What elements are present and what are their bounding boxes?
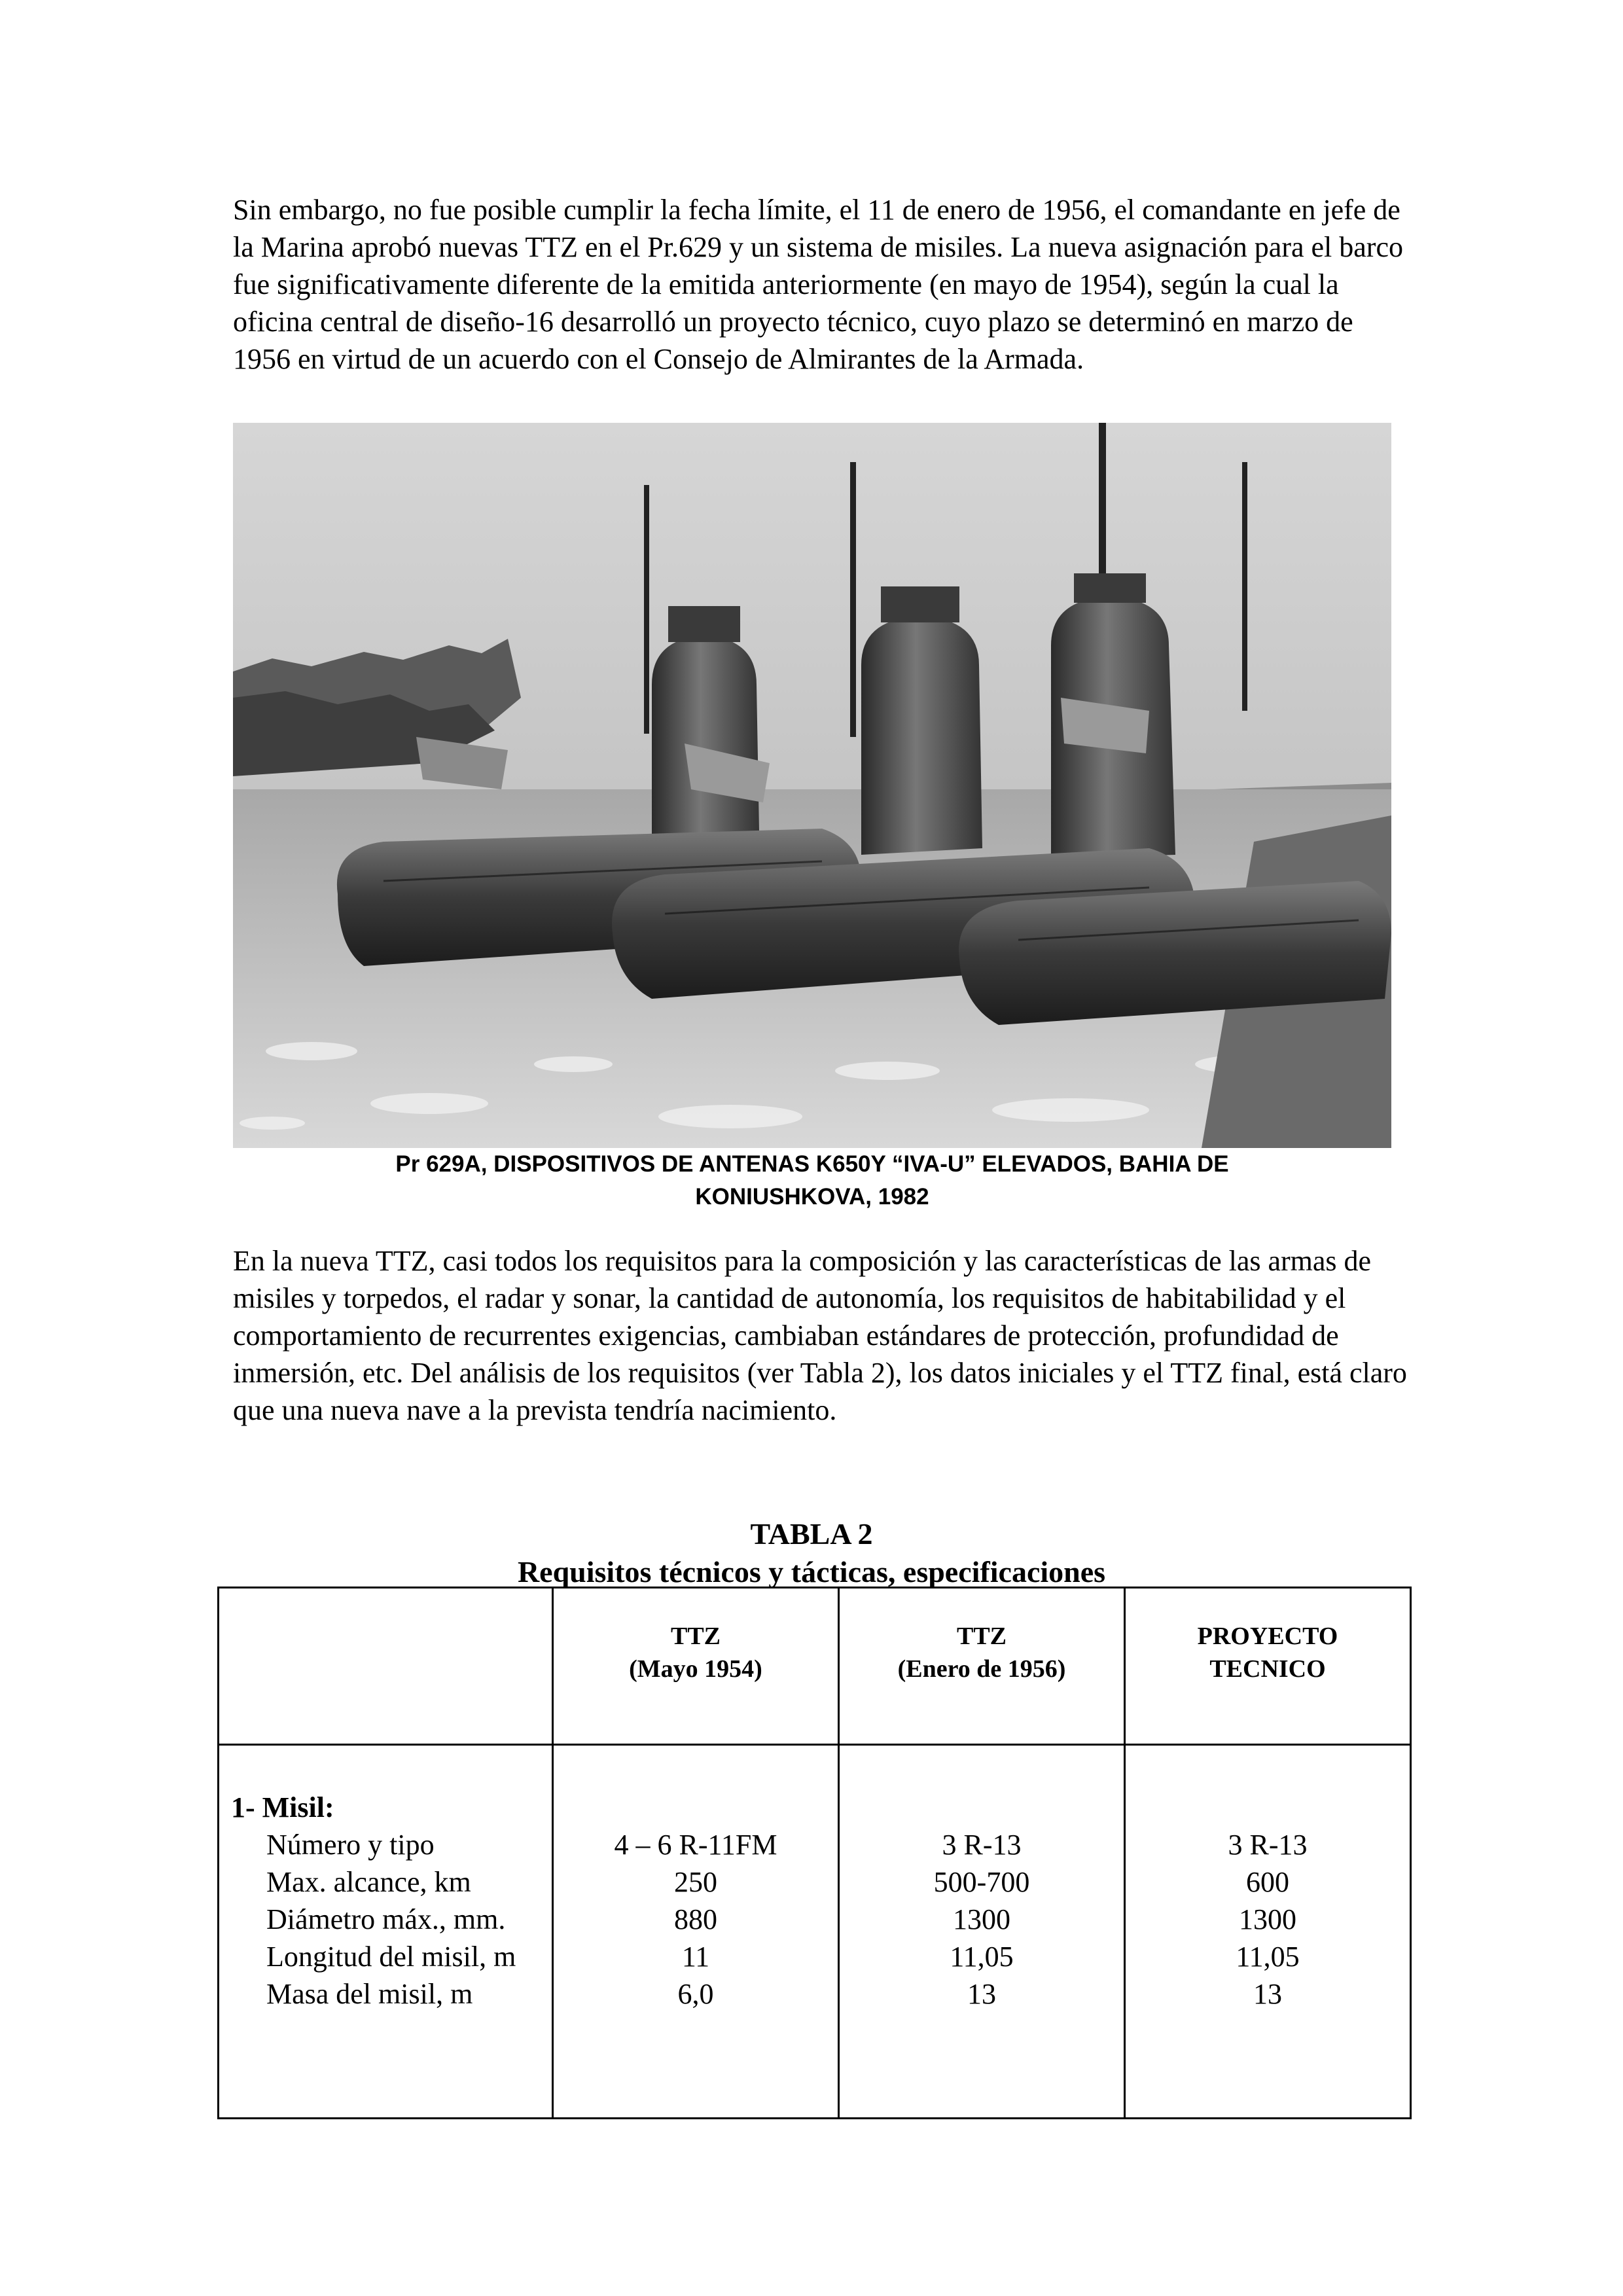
table-cell: 6,0 [677,1978,714,2010]
table-title: TABLA 2 [750,1517,873,1551]
table-cell: 11,05 [950,1941,1014,1973]
column-header-line: TECNICO [1209,1655,1326,1683]
row-label: Número y tipo [266,1829,435,1861]
table-title-block [0,1515,1623,1591]
table-cell: 3 R-13 [942,1829,1022,1861]
paragraph-analysis: En la nueva TTZ, casi todos los requisitos para la composición y las características de las armas de misiles y torpedos, el radar y sonar, la cantidad de autonomía, los requisitos de habitabilidad y el comportamiento de recurrentes exigencias, cambiaban estándares de protección, profundidad de inmersión, etc. Del análisis de los requisitos (ver Tabla 2), los datos iniciales y el TTZ final, está claro que una nueva nave a la prevista tendría nacimiento. [233,1245,1407,1426]
values-proyecto-tecnico [1125,1745,1411,2119]
caption-line-1: Pr 629A, DISPOSITIVOS DE ANTENAS K650Y “IVA-U” ELEVADOS, BAHIA DE [395,1151,1229,1177]
table-header-empty [219,1588,553,1745]
table-cell: 13 [1253,1978,1282,2010]
table-cell: 11,05 [1236,1941,1300,1973]
column-header-ttz-1954 [553,1588,839,1745]
table-row-misil [219,1745,1411,2119]
paragraph-intro: Sin embargo, no fue posible cumplir la fecha límite, el 11 de enero de 1956, el comandante en jefe de la Marina aprobó nuevas TTZ en el Pr.629 y un sistema de misiles. La nueva asignación para el barco fue significativamente diferente de la emitida anteriormente (en mayo de 1954), según la cual la oficina central de diseño-16 desarrolló un proyecto técnico, cuyo plazo se determinó en marzo de 1956 en virtud de un acuerdo con el Consejo de Almirantes de la Armada. [233,194,1403,375]
table-cell: 1300 [953,1903,1010,1935]
table-cell: 600 [1246,1866,1289,1898]
table-cell: 500-700 [933,1866,1030,1898]
row-label: Masa del misil, m [266,1978,473,2010]
table-cell: 880 [674,1903,717,1935]
table-header-row [219,1588,1411,1745]
values-ttz-1956 [839,1745,1125,2119]
submarines-photo [233,423,1391,1148]
section-title: 1- Misil: [231,1791,334,1823]
table-cell: 250 [674,1866,717,1898]
row-label: Diámetro máx., mm. [266,1903,506,1935]
table-cell: 11 [681,1941,710,1973]
column-header-ttz-1956 [839,1588,1125,1745]
column-header-line: (Mayo 1954) [629,1655,762,1683]
column-header-line: TTZ [670,1623,721,1650]
column-header-line: TTZ [956,1623,1007,1650]
column-header-proyecto-tecnico [1125,1588,1411,1745]
specifications-table [217,1587,1412,2119]
column-header-line: (Enero de 1956) [897,1655,1066,1683]
values-ttz-1954 [553,1745,839,2119]
table-cell: 1300 [1239,1903,1296,1935]
caption-line-2: KONIUSHKOVA, 1982 [695,1184,929,1210]
table-cell: 3 R-13 [1228,1829,1308,1861]
row-labels-cell [219,1745,553,2119]
photo-caption [233,1148,1391,1213]
row-label: Max. alcance, km [266,1866,471,1898]
table-cell: 13 [967,1978,996,2010]
column-header-line: PROYECTO [1197,1623,1338,1650]
row-label: Longitud del misil, m [266,1941,516,1973]
table-cell: 4 – 6 R-11FM [614,1829,777,1861]
table-subtitle: Requisitos técnicos y tácticas, especificaciones [517,1555,1106,1588]
